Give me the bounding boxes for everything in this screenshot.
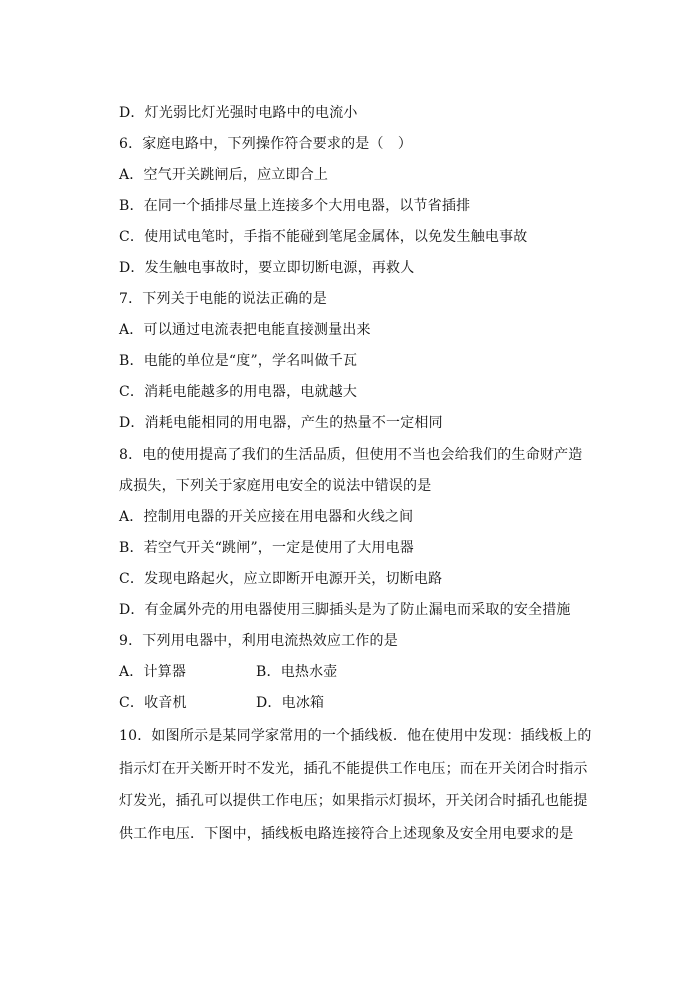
q9-option-a: A．计算器	[119, 664, 187, 680]
q7-option-a: A．可以通过电流表把电能直接测量出来	[119, 322, 371, 338]
q8-stem-line2: 成损失，下列关于家庭用电安全的说法中错误的是	[119, 478, 432, 494]
q6-option-b: B．在同一个插排尽量上连接多个大用电器，以节省插排	[119, 198, 471, 214]
q10-stem-line3: 灯发光，插孔可以提供工作电压；如果指示灯损坏，开关闭合时插孔也能提	[119, 793, 588, 809]
q10-stem-line4: 供工作电压．下图中，插线板电路连接符合上述现象及安全用电要求的是	[119, 826, 574, 842]
q5-option-d: D．灯光弱比灯光强时电路中的电流小	[119, 105, 358, 121]
q10-stem-line2: 指示灯在开关断开时不发光，插孔不能提供工作电压；而在开关闭合时指示	[119, 761, 588, 777]
q7-stem: 7．下列关于电能的说法正确的是	[119, 291, 327, 307]
q6-option-d: D．发生触电事故时，要立即切断电源，再救人	[119, 260, 415, 276]
q6-stem: 6．家庭电路中，下列操作符合要求的是（ ）	[119, 136, 413, 152]
q9-option-c: C．收音机	[119, 695, 187, 711]
q8-option-a: A．控制用电器的开关应接在用电器和火线之间	[119, 509, 414, 525]
q10-stem-line1: 10．如图所示是某同学家常用的一个插线板．他在使用中发现：插线板上的	[119, 728, 592, 744]
q8-stem-line1: 8．电的使用提高了我们的生活品质，但使用不当也会给我们的生命财产造	[119, 447, 583, 463]
q6-option-c: C．使用试电笔时，手指不能碰到笔尾金属体，以免发生触电事故	[119, 229, 528, 245]
q8-option-b: B．若空气开关“跳闸”，一定是使用了大用电器	[119, 540, 415, 556]
q8-option-c: C．发现电路起火，应立即断开电源开关，切断电路	[119, 571, 443, 587]
q9-option-d: D．电冰箱	[256, 695, 325, 711]
q8-option-d: D．有金属外壳的用电器使用三脚插头是为了防止漏电而采取的安全措施	[119, 602, 571, 618]
q7-option-b: B．电能的单位是“度”，学名叫做千瓦	[119, 353, 358, 369]
q6-option-a: A．空气开关跳闸后，应立即合上	[119, 167, 329, 183]
q9-option-b: B．电热水壶	[256, 664, 338, 680]
q7-option-c: C．消耗电能越多的用电器，电就越大	[119, 384, 358, 400]
q9-options-row-2	[119, 694, 324, 712]
q9-options-row-1	[119, 663, 338, 681]
q9-stem: 9．下列用电器中，利用电流热效应工作的是	[119, 633, 398, 649]
q7-option-d: D．消耗电能相同的用电器，产生的热量不一定相同	[119, 415, 443, 431]
